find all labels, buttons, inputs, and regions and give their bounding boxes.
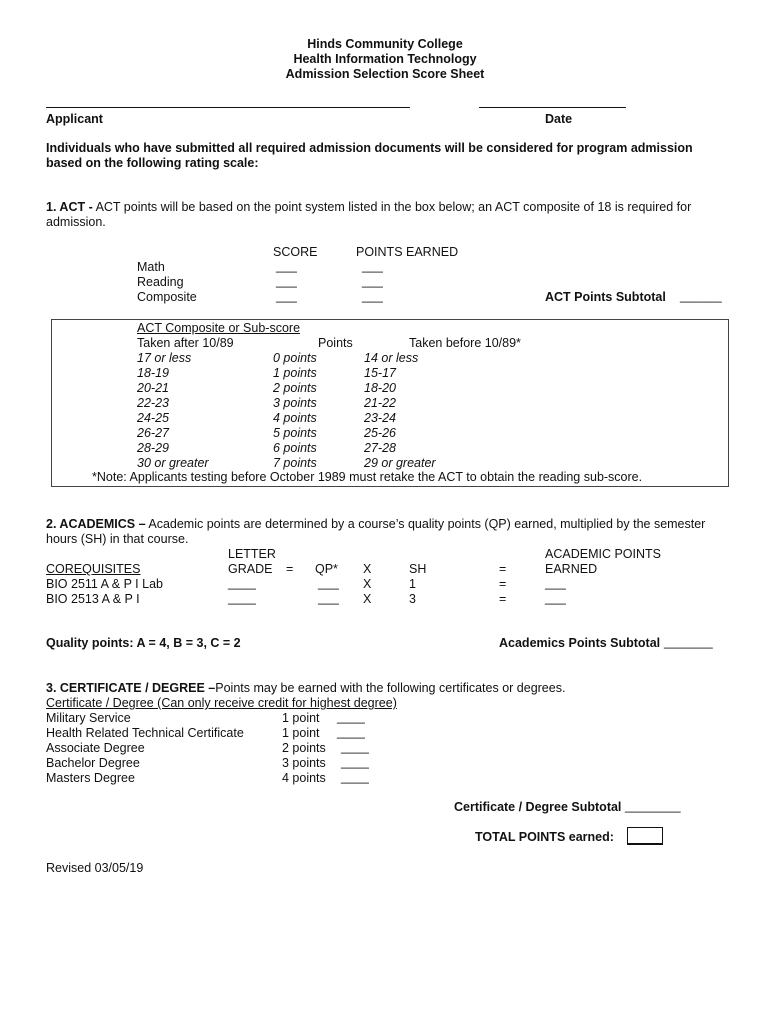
certificate-item-points: 3 points (282, 756, 326, 770)
act-row-points: 4 points (273, 411, 317, 425)
course-name: BIO 2511 A & P I Lab (46, 577, 163, 591)
act-row-before: 21-22 (364, 396, 396, 410)
certificate-item-blank[interactable]: ____ (337, 725, 365, 739)
certificate-item-points: 4 points (282, 771, 326, 785)
applicant-label: Applicant (46, 112, 103, 126)
act-col-points: POINTS EARNED (356, 245, 459, 259)
act-row-points: 3 points (273, 396, 317, 410)
corequisites-label: COREQUISITES (46, 562, 141, 576)
act-table-note: *Note: Applicants testing before October 1989 must retake the ACT to obtain the reading sub-score. (92, 470, 643, 484)
act-row-after: 17 or less (137, 351, 192, 365)
academics-heading: 2. ACADEMICS – (46, 517, 146, 531)
act-row-before: 27-28 (364, 441, 396, 455)
certificate-item-points: 1 point (282, 711, 320, 725)
quality-points-note: Quality points: A = 4, B = 3, C = 2 (46, 636, 241, 650)
act-table-header-after: Taken after 10/89 (137, 336, 234, 350)
act-row-points: 0 points (273, 351, 317, 365)
header-title: Admission Selection Score Sheet (285, 67, 485, 81)
act-row-before: 25-26 (364, 426, 396, 440)
composite-score-blank[interactable]: ___ (276, 289, 297, 303)
academics-text-2: hours (SH) in that course. (46, 532, 189, 546)
academics-col-x: X (363, 562, 372, 576)
act-table-header-before: Taken before 10/89* (409, 336, 521, 350)
intro-line-2: based on the following rating scale: (46, 156, 259, 170)
act-row-points: 5 points (273, 426, 317, 440)
certificate-item-name: Bachelor Degree (46, 756, 140, 770)
applicant-signature-line[interactable] (46, 107, 410, 108)
certificate-subhead: Certificate / Degree (Can only receive credit for highest degree) (46, 696, 397, 710)
academics-col-points-1: ACADEMIC POINTS (545, 547, 661, 561)
act-heading: 1. ACT - (46, 200, 93, 214)
course-equals: = (499, 592, 507, 606)
date-label: Date (545, 112, 573, 126)
act-row-after: 20-21 (137, 381, 169, 395)
academics-text-1: Academic points are determined by a course’s quality points (QP) earned, multiplied by the semester (148, 517, 706, 531)
course-grade-blank[interactable]: ____ (228, 576, 256, 590)
act-row-before: 23-24 (364, 411, 396, 425)
act-text-2: admission. (46, 215, 106, 229)
act-row-points: 7 points (273, 456, 317, 470)
act-row-points: 1 points (273, 366, 317, 380)
certificate-item-blank[interactable]: ____ (341, 755, 369, 769)
act-row-before: 18-20 (364, 381, 396, 395)
act-row-after: 18-19 (137, 366, 169, 380)
act-text-1: ACT points will be based on the point system listed in the box below; an ACT composite of 18 is required for (95, 200, 692, 214)
certificate-item-name: Masters Degree (46, 771, 135, 785)
course-equals: = (499, 577, 507, 591)
act-row-before: 14 or less (364, 351, 419, 365)
academics-col-equals-1: = (286, 562, 294, 576)
reading-points-blank[interactable]: ___ (362, 274, 383, 288)
act-row-after: 22-23 (137, 396, 169, 410)
course-times: X (363, 592, 372, 606)
certificate-subtotal-blank[interactable]: ________ (625, 799, 681, 813)
act-row-points: 2 points (273, 381, 317, 395)
certificate-item-blank[interactable]: ____ (337, 710, 365, 724)
act-col-score: SCORE (273, 245, 318, 259)
act-subtotal-blank[interactable]: ______ (680, 289, 722, 303)
revised-date: Revised 03/05/19 (46, 861, 144, 875)
academics-col-points-2: EARNED (545, 562, 598, 576)
academics-subtotal-blank[interactable]: _______ (664, 635, 713, 649)
header-program: Health Information Technology (293, 52, 477, 66)
math-points-blank[interactable]: ___ (362, 259, 383, 273)
act-row-after: 30 or greater (137, 456, 209, 470)
act-row-reading: Reading (137, 275, 184, 289)
act-row-composite: Composite (137, 290, 197, 304)
academics-col-grade: GRADE (228, 562, 273, 576)
act-subtotal-label: ACT Points Subtotal (545, 290, 666, 304)
academics-intro-line-1 (46, 517, 705, 531)
act-row-math: Math (137, 260, 165, 274)
total-points-label: TOTAL POINTS earned: (475, 830, 614, 844)
course-grade-blank[interactable]: ____ (228, 591, 256, 605)
act-row-points: 6 points (273, 441, 317, 455)
course-qp-blank[interactable]: ___ (318, 591, 339, 605)
act-intro-line-1 (46, 200, 691, 214)
date-signature-line[interactable] (479, 107, 626, 108)
math-score-blank[interactable]: ___ (276, 259, 297, 273)
act-row-after: 24-25 (137, 411, 169, 425)
certificate-item-name: Military Service (46, 711, 131, 725)
academics-subtotal-label: Academics Points Subtotal (499, 636, 661, 650)
certificate-item-points: 1 point (282, 726, 320, 740)
certificate-heading: 3. CERTIFICATE / DEGREE – (46, 681, 216, 695)
header-college: Hinds Community College (307, 37, 463, 51)
reading-score-blank[interactable]: ___ (276, 274, 297, 288)
academics-col-letter: LETTER (228, 547, 276, 561)
act-row-before: 29 or greater (364, 456, 436, 470)
academics-col-qp: QP* (315, 562, 338, 576)
act-row-after: 26-27 (137, 426, 169, 440)
act-row-after: 28-29 (137, 441, 169, 455)
act-row-before: 15-17 (364, 366, 396, 380)
course-earned-blank[interactable]: ___ (545, 576, 566, 590)
certificate-item-points: 2 points (282, 741, 326, 755)
certificate-item-blank[interactable]: ____ (341, 770, 369, 784)
academics-col-sh: SH (409, 562, 427, 576)
certificate-text: Points may be earned with the following certificates or degrees. (215, 681, 566, 695)
composite-points-blank[interactable]: ___ (362, 289, 383, 303)
certificate-item-blank[interactable]: ____ (341, 740, 369, 754)
certificate-intro (46, 681, 565, 695)
intro-line-1: Individuals who have submitted all required admission documents will be considered for program admission (46, 141, 693, 155)
certificate-item-name: Associate Degree (46, 741, 145, 755)
act-table-header-points: Points (318, 336, 353, 350)
course-qp-blank[interactable]: ___ (318, 576, 339, 590)
course-name: BIO 2513 A & P I (46, 592, 140, 606)
course-sh: 3 (409, 592, 416, 606)
course-sh: 1 (409, 577, 416, 591)
total-points-box[interactable] (627, 827, 663, 845)
course-earned-blank[interactable]: ___ (545, 591, 566, 605)
academics-col-equals-2: = (499, 562, 507, 576)
course-times: X (363, 577, 372, 591)
certificate-item-name: Health Related Technical Certificate (46, 726, 244, 740)
certificate-subtotal-label: Certificate / Degree Subtotal (454, 800, 622, 814)
act-table-title: ACT Composite or Sub-score (137, 321, 301, 335)
